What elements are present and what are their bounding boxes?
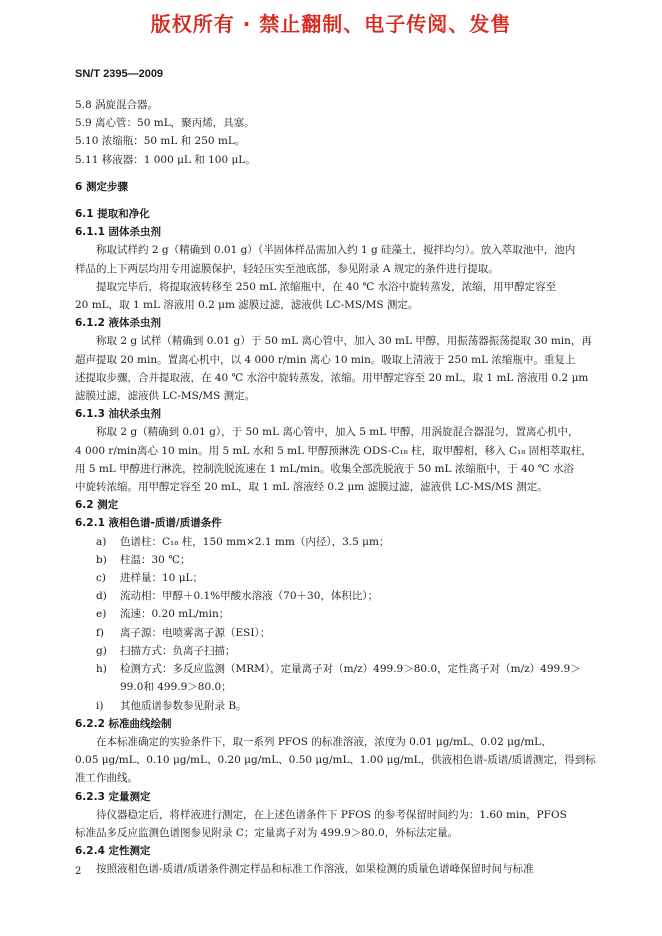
section-heading: 6.1 提取和净化 [75, 208, 150, 221]
text-line: 标准品多反应监测色谱图参见附录 C；定量离子对为 499.9＞80.0，外标法定量。 [75, 826, 459, 839]
list-marker: c) [96, 572, 106, 585]
paragraph-line: 在本标准确定的实验条件下，取一系列 PFOS 的标准溶液，浓度为 0.01 μg/mL、0.02 μg/mL、 [96, 735, 552, 748]
list-item-continuation: 99.0和 499.9＞80.0； [120, 681, 232, 694]
section-item: 5.11 移液器：1 000 μL 和 100 μL。 [75, 153, 256, 166]
paragraph-line: 称取 2 g（精确到 0.01 g），于 50 mL 离心管中，加入 5 mL 甲醇，用涡旋混合器混匀，置离心机中， [96, 426, 579, 439]
list-marker: b) [96, 553, 107, 566]
text-line: 样品的上下两层均用专用滤膜保护，轻轻压实至池底部，参见附录 A 规定的条件进行提取。 [75, 262, 499, 275]
list-item-text: 进样量：10 μL； [120, 572, 203, 585]
section-item: 5.9 离心管：50 mL，聚丙烯，具塞。 [75, 117, 255, 130]
list-item [75, 605, 589, 623]
paragraph-line: 称取 2 g 试样（精确到 0.01 g）于 50 mL 离心管中，加入 30 mL 甲醇，用振荡器振荡提取 30 min，再 [96, 335, 592, 348]
section-heading: 6 测定步骤 [75, 180, 128, 193]
list-marker: a) [96, 535, 107, 548]
paragraph-line: 按照液相色谱-质谱/质谱条件测定样品和标准工作溶液，如果检测的质量色谱峰保留时间与标准 [96, 863, 534, 876]
standard-number-header: SN/T 2395—2009 [75, 68, 164, 80]
list-marker: f) [96, 626, 104, 639]
copyright-banner: 版权所有 · 禁止翻制、电子传阅、发售 [150, 12, 512, 36]
section-heading: 6.1.2 液体杀虫剂 [75, 317, 162, 330]
list-marker: h) [96, 663, 107, 676]
text-line: 中旋转浓缩。用甲醇定容至 20 mL，取 1 mL 溶液经 0.2 μm 滤膜过滤，滤液供 LC-MS/MS 测定。 [75, 481, 548, 494]
text-line: 用 5 mL 甲醇进行淋洗，控制洗脱流速在 1 mL/min。收集全部洗脱液于 50 mL 浓缩瓶中，于 40 ℃ 水浴 [75, 462, 574, 475]
list-item-text: 其他质谱参数参见附录 B。 [120, 699, 247, 712]
spacer [75, 196, 589, 205]
list-item-text: 流动相：甲醇＋0.1%甲酸水溶液（70＋30，体积比）； [120, 590, 379, 603]
list-item-text: 检测方式：多反应监测（MRM），定量离子对（m/z）499.9＞80.0，定性离子对（m/z）499.9＞ [120, 663, 581, 676]
text-line: 述提取步骤，合并提取液，在 40 ℃ 水浴中旋转蒸发，浓缩。用甲醇定容至 20 mL，取 1 mL 溶液用 0.2 μm [75, 371, 589, 384]
list-marker: g) [96, 644, 107, 657]
list-item [75, 660, 589, 678]
list-item-text: 离子源：电喷雾离子源（ESI）； [120, 626, 271, 639]
text-line: 20 mL，取 1 mL 溶液用 0.2 μm 滤膜过滤，滤液供 LC-MS/MS 测定。 [75, 299, 419, 312]
text-line: 超声提取 20 min。置离心机中，以 4 000 r/min 离心 10 min。吸取上清液于 250 mL 浓缩瓶中。重复上 [75, 353, 576, 366]
text-line: 4 000 r/min离心 10 min。用 5 mL 水和 5 mL 甲醇预淋洗 ODS-C₁₈ 柱，取甲醇相，移入 C₁₈ 固相萃取柱， [75, 444, 592, 457]
paragraph-line: 提取完毕后，将提取液转移至 250 mL 浓缩瓶中，在 40 ℃ 水浴中旋转蒸发，浓缩，用甲醇定容至 [96, 280, 557, 293]
list-item [75, 697, 589, 715]
list-item-text: 流速：0.20 mL/min； [120, 608, 230, 621]
paragraph-line: 称取试样约 2 g（精确到 0.01 g）（半固体样品需加入约 1 g 硅藻土，搅拌均匀）。放入萃取池中，池内 [96, 244, 576, 257]
list-marker: e) [96, 608, 107, 621]
list-marker: d) [96, 590, 107, 603]
list-item [75, 642, 589, 660]
document-body [75, 96, 596, 879]
list-item [75, 624, 589, 642]
list-item [75, 533, 589, 551]
section-item: 5.8 涡旋混合器。 [75, 99, 159, 111]
text-line: 滤膜过滤，滤液供 LC-MS/MS 测定。 [75, 390, 256, 403]
section-heading: 6.1.3 油状杀虫剂 [75, 408, 162, 421]
section-heading: 6.2.3 定量测定 [75, 790, 151, 803]
section-heading: 6.2.1 液相色谱-质谱/质谱条件 [75, 517, 222, 530]
paragraph-line: 待仪器稳定后，将样液进行测定，在上述色谱条件下 PFOS 的参考保留时间约为：1.60 min，PFOS [96, 808, 567, 821]
section-heading: 6.1.1 固体杀虫剂 [75, 226, 162, 239]
list-item [75, 551, 589, 569]
section-heading: 6.2.4 定性测定 [75, 845, 151, 858]
spacer [75, 169, 589, 178]
list-item-text: 扫描方式：负离子扫描； [120, 644, 236, 657]
text-line: 0.05 μg/mL、0.10 μg/mL、0.20 μg/mL、0.50 μg/mL、1.00 μg/mL，供液相色谱-质谱/质谱测定，得到标 [75, 754, 596, 767]
list-item [75, 587, 589, 605]
text-line: 准工作曲线。 [75, 772, 138, 785]
section-heading: 6.2 测定 [75, 499, 119, 512]
list-item-text: 色谱柱：C₁₈ 柱，150 mm×2.1 mm（内径），3.5 μm； [120, 535, 390, 548]
section-item: 5.10 浓缩瓶：50 mL 和 250 mL。 [75, 135, 246, 148]
page-number: 2 [75, 866, 82, 877]
section-heading: 6.2.2 标准曲线绘制 [75, 717, 172, 730]
list-item-text: 柱温：30 ℃； [120, 553, 191, 566]
list-marker: i) [96, 699, 104, 712]
list-item [75, 569, 589, 587]
